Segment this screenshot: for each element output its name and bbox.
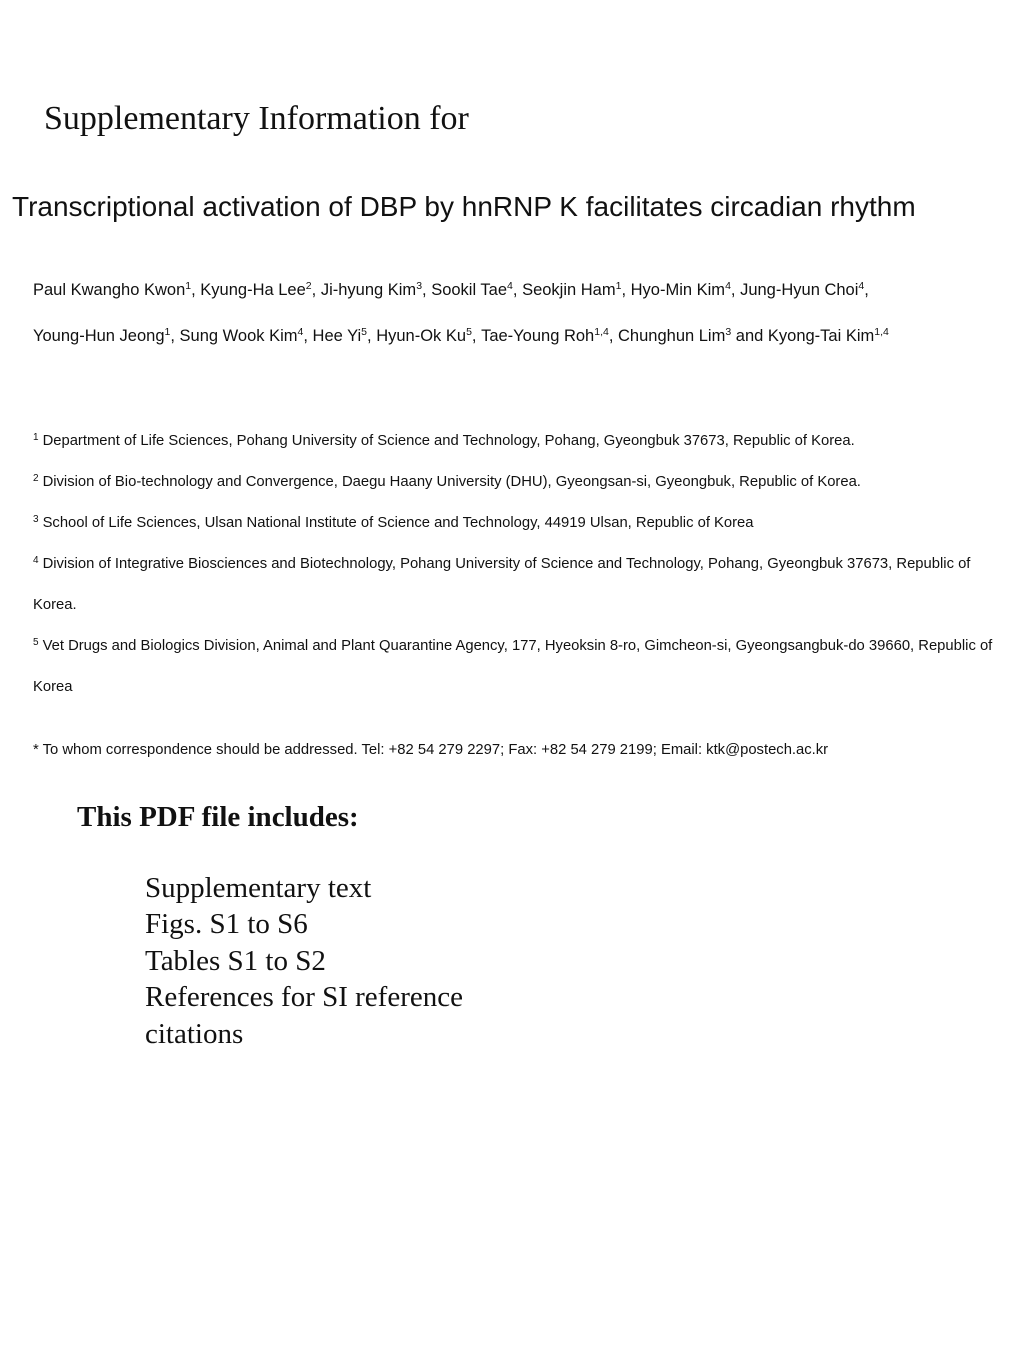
affiliation-number: 3 bbox=[33, 514, 39, 525]
author-name: Sookil Tae bbox=[431, 281, 508, 299]
affiliation-number: 5 bbox=[33, 637, 39, 648]
affiliation-text: Division of Bio-technology and Convergence, Daegu Haany University (DHU), Gyeongsan-si, Gyeongbuk, Republic of Korea. bbox=[42, 474, 861, 490]
author bbox=[180, 327, 313, 345]
affiliation-number: 1 bbox=[33, 432, 39, 443]
author-name: Tae-Young Roh bbox=[481, 326, 595, 345]
affiliation-number: 2 bbox=[33, 473, 39, 484]
author-separator: , bbox=[730, 281, 741, 299]
author-name: Sung Wook Kim bbox=[179, 326, 298, 345]
author bbox=[740, 281, 869, 299]
author-affiliation-sup: 4 bbox=[858, 280, 865, 292]
author bbox=[631, 281, 740, 299]
author-affiliation-sup: 1,4 bbox=[874, 325, 889, 338]
author-separator: and bbox=[731, 326, 768, 345]
author-affiliation-sup: 2 bbox=[305, 280, 312, 292]
author-name: Jung-Hyun Choi bbox=[740, 281, 859, 299]
author-affiliation-sup: 4 bbox=[725, 280, 731, 292]
author-name: Young-Hun Jeong bbox=[33, 326, 165, 345]
author-affiliation-sup: 3 bbox=[416, 280, 423, 292]
author bbox=[321, 281, 431, 299]
author-separator: , bbox=[608, 326, 619, 345]
affiliation-text: Vet Drugs and Biologics Division, Animal and Plant Quarantine Agency, 177, Hyeoksin 8-ro, Gimcheon-si, Gyeongsangbuk-do 39660, Republic of Korea bbox=[33, 638, 993, 695]
author-name: Hyo-Min Kim bbox=[630, 281, 726, 299]
author-affiliation-sup: 5 bbox=[466, 325, 472, 338]
author-affiliation-sup: 3 bbox=[725, 325, 732, 338]
author-affiliation-sup: 1,4 bbox=[594, 325, 609, 338]
includes-item: citations bbox=[145, 1017, 244, 1050]
author bbox=[768, 327, 889, 345]
includes-item: Figs. S1 to S6 bbox=[145, 908, 308, 941]
author-name: Ji-hyung Kim bbox=[320, 281, 417, 299]
author-affiliation-sup: 4 bbox=[297, 325, 304, 338]
affiliation bbox=[33, 544, 1008, 626]
author-list bbox=[33, 268, 1008, 359]
author-separator: , bbox=[191, 281, 201, 299]
author bbox=[481, 327, 618, 345]
correspondence-note: * To whom correspondence should be addressed. Tel: +82 54 279 2297; Fax: +82 54 279 2199; Email: ktk@postech.ac.kr bbox=[33, 742, 829, 758]
affiliation-text: Department of Life Sciences, Pohang University of Science and Technology, Pohang, Gyeongbuk 37673, Republic of Korea. bbox=[42, 433, 855, 449]
includes-item: Supplementary text bbox=[145, 872, 372, 904]
author-separator: , bbox=[864, 281, 869, 299]
author-affiliation-sup: 1 bbox=[164, 325, 171, 338]
affiliation bbox=[33, 503, 1008, 544]
affiliation-text: Division of Integrative Biosciences and Biotechnology, Pohang University of Science and Technology, Pohang, Gyeongbuk 37673, Republic of Korea. bbox=[33, 556, 971, 613]
author bbox=[431, 281, 522, 299]
author bbox=[33, 281, 200, 299]
author-name: Hyun-Ok Ku bbox=[376, 326, 467, 345]
author-separator: , bbox=[367, 326, 377, 345]
affiliation-list bbox=[33, 421, 1008, 708]
author bbox=[200, 281, 321, 299]
author-name: Seokjin Ham bbox=[522, 281, 616, 299]
author-name: Kyong-Tai Kim bbox=[767, 326, 875, 345]
author-affiliation-sup: 1 bbox=[185, 280, 192, 292]
author-separator: , bbox=[512, 281, 523, 299]
author-affiliation-sup: 5 bbox=[361, 325, 368, 338]
paper-title: Transcriptional activation of DBP by hnRNP K facilitates circadian rhythm bbox=[12, 191, 916, 222]
author-name: Chunghun Lim bbox=[618, 326, 726, 345]
author-separator: , bbox=[303, 326, 313, 345]
supplementary-heading: Supplementary Information for bbox=[44, 100, 469, 137]
affiliation bbox=[33, 462, 1008, 503]
affiliation bbox=[33, 626, 1008, 708]
author bbox=[522, 281, 631, 299]
affiliation-text: School of Life Sciences, Ulsan National Institute of Science and Technology, 44919 Ulsan, Republic of Korea bbox=[42, 515, 754, 531]
author-separator: , bbox=[170, 326, 180, 345]
includes-list bbox=[145, 870, 463, 1052]
author-name: Hee Yi bbox=[312, 326, 362, 345]
author bbox=[618, 327, 768, 345]
author-name: Kyung-Ha Lee bbox=[200, 281, 306, 299]
author bbox=[33, 327, 180, 345]
author-separator: , bbox=[422, 281, 432, 299]
author bbox=[313, 327, 377, 345]
includes-item: Tables S1 to S2 bbox=[145, 944, 326, 977]
author-separator: , bbox=[471, 326, 482, 345]
author-separator: , bbox=[311, 281, 321, 299]
affiliation bbox=[33, 421, 1008, 462]
author-affiliation-sup: 1 bbox=[615, 280, 622, 292]
author-affiliation-sup: 4 bbox=[507, 280, 513, 292]
author bbox=[376, 327, 481, 345]
includes-item: References for SI reference bbox=[145, 981, 463, 1014]
affiliation-number: 4 bbox=[33, 555, 39, 566]
author-separator: , bbox=[621, 281, 631, 299]
author-name: Paul Kwangho Kwon bbox=[33, 281, 186, 299]
includes-heading: This PDF file includes: bbox=[77, 801, 359, 833]
